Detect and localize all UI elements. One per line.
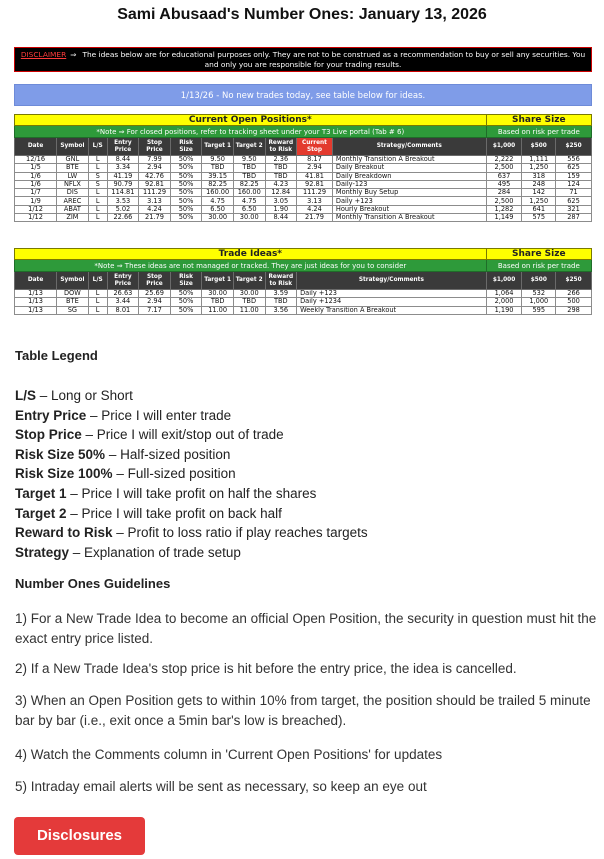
table-row — [15, 306, 592, 314]
page-title: Sami Abusaad's Number Ones: January 13, 2026 — [117, 6, 487, 23]
table-cell: 2.94 — [297, 164, 333, 172]
table-cell: 625 — [556, 197, 592, 205]
open-note: *Note ⇒ For closed positions, refer to tracking sheet under your T3 Live portal (Tab # 6) — [15, 126, 487, 138]
table-cell: 50% — [170, 172, 202, 180]
table-cell: 30.00 — [202, 290, 234, 298]
table-cell: 8.44 — [265, 214, 297, 222]
legend-item — [15, 445, 595, 465]
ideas-section-header — [15, 249, 592, 260]
table-cell: NFLX — [57, 180, 89, 188]
open-positions-table — [14, 114, 592, 222]
table-cell: 7.17 — [139, 306, 171, 314]
table-cell: 50% — [170, 290, 202, 298]
table-cell: 3.13 — [297, 197, 333, 205]
table-cell: 284 — [486, 189, 522, 197]
table-cell: 3.13 — [139, 197, 171, 205]
table-cell: 6.50 — [233, 205, 265, 213]
table-cell: 4.23 — [265, 180, 297, 188]
open-share-note: Based on risk per trade — [486, 126, 591, 138]
column-header: Current Stop — [297, 138, 333, 156]
table-cell: 1,149 — [486, 214, 522, 222]
column-header: Stop Price — [139, 272, 171, 290]
table-cell: 625 — [556, 164, 592, 172]
column-header: Target 2 — [233, 138, 265, 156]
legend-desc: – Price I will exit/stop out of trade — [81, 427, 284, 443]
table-cell: 41.81 — [297, 172, 333, 180]
legend-term: Risk Size 100% — [15, 466, 113, 482]
table-cell: 500 — [556, 298, 592, 306]
column-header: Symbol — [57, 272, 89, 290]
legend-desc: – Price I will enter trade — [86, 407, 232, 423]
legend-title: Table Legend — [15, 348, 98, 363]
table-cell: L — [88, 290, 107, 298]
table-cell: 22.66 — [107, 214, 139, 222]
table-cell: 90.79 — [107, 180, 139, 188]
disclaimer-link[interactable]: DISCLAIMER — [20, 50, 67, 59]
table-cell: 11.00 — [233, 306, 265, 314]
column-header: $500 — [522, 138, 556, 156]
table-cell: LW — [57, 172, 89, 180]
open-share-size-title: Share Size — [486, 115, 591, 126]
table-cell: DIS — [57, 189, 89, 197]
open-section-title: Current Open Positions* — [15, 115, 487, 126]
table-cell: 21.79 — [139, 214, 171, 222]
legend-item — [15, 523, 595, 543]
legend-term: L/S — [15, 388, 37, 403]
legend-desc: – Price I will take profit on back half — [66, 505, 282, 521]
table-cell: 50% — [170, 298, 202, 306]
table-cell: ZIM — [57, 214, 89, 222]
table-cell: L — [88, 214, 107, 222]
table-cell: 9.50 — [233, 156, 265, 164]
table-cell: 287 — [556, 214, 592, 222]
table-cell: 124 — [556, 180, 592, 188]
column-header: Stop Price — [139, 138, 171, 156]
table-cell: 266 — [556, 290, 592, 298]
trade-ideas-table — [14, 248, 592, 315]
column-header: L/S — [88, 272, 107, 290]
ideas-share-size-title: Share Size — [486, 249, 591, 260]
table-cell: 8.01 — [107, 306, 139, 314]
table-row — [15, 172, 592, 180]
table-cell: 12.84 — [265, 189, 297, 197]
guideline-4: 4) Watch the Comments column in 'Current Open Positions' for updates — [15, 747, 443, 762]
open-note-row — [15, 126, 592, 138]
disclosures-button[interactable]: Disclosures — [14, 817, 145, 855]
column-header: Date — [15, 272, 57, 290]
legend-desc: – Half-sized position — [105, 446, 231, 462]
table-cell: 637 — [486, 172, 522, 180]
table-cell: Monthly Transition A Breakout — [332, 156, 486, 164]
table-cell: 50% — [170, 197, 202, 205]
table-cell: Daily Breakdown — [332, 172, 486, 180]
table-cell: 82.25 — [202, 180, 234, 188]
table-cell: 3.44 — [107, 298, 139, 306]
guideline-2: 2) If a New Trade Idea's stop price is hit before the entry price, the idea is cancelled. — [15, 661, 517, 676]
table-cell: SG — [57, 306, 89, 314]
table-cell: 2,500 — [486, 164, 522, 172]
table-cell: 11.00 — [202, 306, 234, 314]
table-cell: 5.02 — [107, 205, 139, 213]
table-cell: L — [88, 298, 107, 306]
table-cell: 3.34 — [107, 164, 139, 172]
column-header: Date — [15, 138, 57, 156]
table-cell: 1/9 — [15, 197, 57, 205]
ideas-note: *Note ⇒ These ideas are not managed or tracked. They are just ideas for you to consider — [15, 260, 487, 272]
column-header: Entry Price — [107, 138, 139, 156]
table-cell: 3.05 — [265, 197, 297, 205]
table-cell: 1/5 — [15, 164, 57, 172]
table-cell: TBD — [265, 164, 297, 172]
column-header: $250 — [556, 272, 592, 290]
open-section-header — [15, 115, 592, 126]
table-cell: 1.90 — [265, 205, 297, 213]
table-cell: 298 — [556, 306, 592, 314]
table-cell: L — [88, 164, 107, 172]
table-row — [15, 189, 592, 197]
table-cell: 111.29 — [139, 189, 171, 197]
table-cell: BTE — [57, 164, 89, 172]
table-cell: 71 — [556, 189, 592, 197]
table-cell: 1,064 — [486, 290, 522, 298]
table-cell: 1,282 — [486, 205, 522, 213]
table-cell: 2,000 — [486, 298, 522, 306]
table-cell: TBD — [265, 172, 297, 180]
table-row — [15, 156, 592, 164]
table-cell: 1/7 — [15, 189, 57, 197]
table-cell: TBD — [202, 164, 234, 172]
guideline-3: 3) When an Open Position gets to within 10% from target, the position should be trailed 5 minute bar by bar (i.e., exit once a 5min bar's low is breached). — [15, 693, 591, 728]
table-cell: 3.59 — [265, 290, 297, 298]
legend-item — [15, 504, 595, 524]
table-cell: 1/12 — [15, 214, 57, 222]
table-cell: 495 — [486, 180, 522, 188]
table-cell: 1/12 — [15, 205, 57, 213]
table-cell: Daily +123 — [297, 290, 487, 298]
ideas-note-row — [15, 260, 592, 272]
table-cell: 2,500 — [486, 197, 522, 205]
table-cell: 3.56 — [265, 306, 297, 314]
legend-term: Risk Size 50% — [15, 446, 106, 462]
legend-item — [15, 425, 595, 445]
table-cell: 318 — [522, 172, 556, 180]
table-cell: L — [88, 197, 107, 205]
table-cell: 4.24 — [139, 205, 171, 213]
table-cell: L — [88, 156, 107, 164]
ideas-section-title: Trade Ideas* — [15, 249, 487, 260]
table-cell: 50% — [170, 180, 202, 188]
table-cell: 9.50 — [202, 156, 234, 164]
table-cell: 556 — [556, 156, 592, 164]
table-cell: 50% — [170, 164, 202, 172]
column-header: Symbol — [57, 138, 89, 156]
table-cell: L — [88, 205, 107, 213]
table-cell: 1/6 — [15, 172, 57, 180]
arrow-icon: ⇒ — [70, 50, 77, 59]
table-cell: S — [88, 180, 107, 188]
legend-term: Reward to Risk — [15, 525, 113, 541]
table-cell: 8.17 — [297, 156, 333, 164]
ideas-share-note: Based on risk per trade — [486, 260, 591, 272]
table-cell: BTE — [57, 298, 89, 306]
table-row — [15, 298, 592, 306]
table-cell: 4.24 — [297, 205, 333, 213]
table-cell: 1,190 — [486, 306, 522, 314]
column-header: Strategy/Comments — [297, 272, 487, 290]
legend-item — [15, 386, 595, 406]
table-cell: 12/16 — [15, 156, 57, 164]
table-cell: Monthly Transition A Breakout — [332, 214, 486, 222]
table-cell: 111.29 — [297, 189, 333, 197]
table-cell: 8.44 — [107, 156, 139, 164]
table-cell: Daily +123 — [332, 197, 486, 205]
table-cell: 50% — [170, 214, 202, 222]
column-header: Risk Size — [170, 272, 202, 290]
ideas-header-row — [15, 272, 592, 290]
column-header: Risk Size — [170, 138, 202, 156]
table-cell: 42.76 — [139, 172, 171, 180]
legend-desc: – Price I will take profit on half the shares — [66, 485, 317, 501]
table-row — [15, 290, 592, 298]
disclaimer-text: The ideas below are for educational purposes only. They are not to be construed as a recommendation to buy or sell any securities. You and only you are responsible for your trading results. — [82, 50, 586, 69]
column-header: $500 — [522, 272, 556, 290]
table-cell: 160.00 — [233, 189, 265, 197]
table-cell: 50% — [170, 205, 202, 213]
table-cell: 1,000 — [522, 298, 556, 306]
table-cell: Hourly Breakout — [332, 205, 486, 213]
table-cell: Daily +1234 — [297, 298, 487, 306]
table-cell: 30.00 — [233, 214, 265, 222]
table-cell: 41.19 — [107, 172, 139, 180]
table-cell: Daily Breakout — [332, 164, 486, 172]
table-cell: 2,222 — [486, 156, 522, 164]
column-header: Reward to Risk — [265, 272, 297, 290]
legend-term: Entry Price — [15, 407, 87, 423]
column-header: Entry Price — [107, 272, 139, 290]
open-header-row — [15, 138, 592, 156]
table-row — [15, 164, 592, 172]
legend-term: Strategy — [15, 544, 70, 560]
column-header: Target 1 — [202, 272, 234, 290]
table-cell: Weekly Transition A Breakout — [297, 306, 487, 314]
table-cell: ABAT — [57, 205, 89, 213]
table-cell: 6.50 — [202, 205, 234, 213]
legend-desc: – Explanation of trade setup — [69, 544, 241, 560]
table-cell: 160.00 — [202, 189, 234, 197]
legend-term: Stop Price — [15, 427, 82, 443]
table-cell: TBD — [265, 298, 297, 306]
table-cell: 1/13 — [15, 290, 57, 298]
disclaimer-box — [14, 47, 592, 72]
table-cell: 21.79 — [297, 214, 333, 222]
legend-item — [15, 406, 595, 426]
table-cell: 114.81 — [107, 189, 139, 197]
table-cell: 26.63 — [107, 290, 139, 298]
table-cell: 50% — [170, 306, 202, 314]
table-cell: 595 — [522, 306, 556, 314]
column-header: Target 1 — [202, 138, 234, 156]
table-cell: 1,111 — [522, 156, 556, 164]
column-header: $1,000 — [486, 272, 522, 290]
table-cell: 39.15 — [202, 172, 234, 180]
ideas-body — [15, 290, 592, 315]
table-cell: 82.25 — [233, 180, 265, 188]
table-cell: 641 — [522, 205, 556, 213]
guidelines-title: Number Ones Guidelines — [15, 576, 171, 591]
table-legend — [15, 386, 595, 562]
legend-term: Target 1 — [15, 485, 67, 501]
column-header: Strategy/Comments — [332, 138, 486, 156]
table-cell: 1/13 — [15, 298, 57, 306]
table-cell: 92.81 — [297, 180, 333, 188]
table-cell: 575 — [522, 214, 556, 222]
table-cell: Daily-123 — [332, 180, 486, 188]
column-header: L/S — [88, 138, 107, 156]
legend-desc: – Profit to loss ratio if play reaches targets — [112, 525, 368, 541]
table-cell: 1/6 — [15, 180, 57, 188]
table-cell: 321 — [556, 205, 592, 213]
table-cell: 142 — [522, 189, 556, 197]
table-cell: GNL — [57, 156, 89, 164]
table-cell: AREC — [57, 197, 89, 205]
legend-item — [15, 464, 595, 484]
table-cell: 50% — [170, 156, 202, 164]
table-cell: L — [88, 306, 107, 314]
table-cell: 50% — [170, 189, 202, 197]
column-header: Target 2 — [233, 272, 265, 290]
table-cell: TBD — [233, 298, 265, 306]
guideline-1: 1) For a New Trade Idea to become an official Open Position, the security in question must hit the exact entry price listed. — [15, 611, 597, 646]
legend-desc: – Long or Short — [36, 388, 133, 403]
column-header: $1,000 — [486, 138, 522, 156]
daily-banner: 1/13/26 - No new trades today, see table below for ideas. — [14, 84, 592, 106]
table-cell: TBD — [202, 298, 234, 306]
table-cell: TBD — [233, 172, 265, 180]
table-cell: 25.69 — [139, 290, 171, 298]
open-body — [15, 156, 592, 222]
table-row — [15, 180, 592, 188]
table-cell: 1/13 — [15, 306, 57, 314]
table-cell: 92.81 — [139, 180, 171, 188]
column-header: $250 — [556, 138, 592, 156]
table-cell: Monthly Buy Setup — [332, 189, 486, 197]
table-cell: 7.99 — [139, 156, 171, 164]
table-cell: S — [88, 172, 107, 180]
table-cell: 30.00 — [233, 290, 265, 298]
legend-item — [15, 543, 595, 563]
legend-desc: – Full-sized position — [112, 466, 236, 482]
table-cell: 159 — [556, 172, 592, 180]
table-cell: 1,250 — [522, 197, 556, 205]
table-row — [15, 205, 592, 213]
table-cell: 1,250 — [522, 164, 556, 172]
table-row — [15, 197, 592, 205]
table-cell: TBD — [233, 164, 265, 172]
legend-item — [15, 484, 595, 504]
legend-term: Target 2 — [15, 505, 67, 521]
table-cell: L — [88, 189, 107, 197]
table-cell: 2.94 — [139, 164, 171, 172]
guideline-5: 5) Intraday email alerts will be sent as necessary, so keep an eye out — [15, 779, 427, 794]
table-cell: 30.00 — [202, 214, 234, 222]
table-cell: 4.75 — [233, 197, 265, 205]
table-cell: 532 — [522, 290, 556, 298]
table-cell: 2.36 — [265, 156, 297, 164]
table-cell: 4.75 — [202, 197, 234, 205]
table-cell: DOW — [57, 290, 89, 298]
table-cell: 248 — [522, 180, 556, 188]
column-header: Reward to Risk — [265, 138, 297, 156]
table-cell: 2.94 — [139, 298, 171, 306]
table-row — [15, 214, 592, 222]
table-cell: 3.53 — [107, 197, 139, 205]
